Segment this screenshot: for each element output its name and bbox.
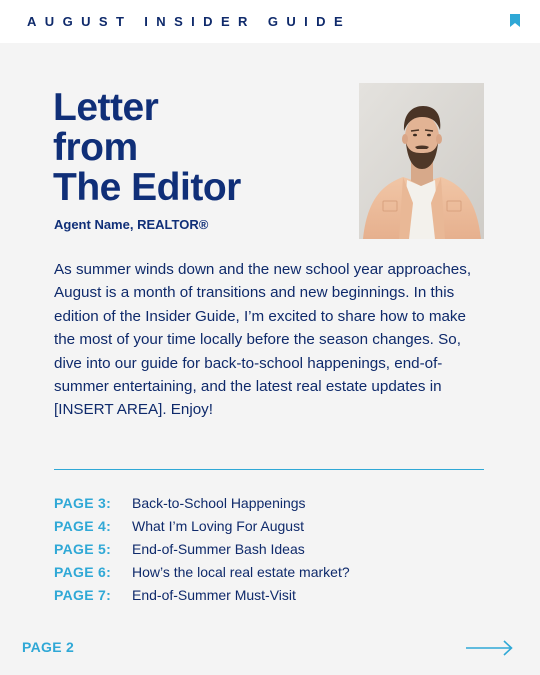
top-bar	[0, 0, 540, 43]
table-of-contents	[54, 491, 484, 606]
title-line-2: from	[53, 126, 138, 169]
toc-title: How’s the local real estate market?	[132, 563, 350, 580]
toc-title: What I’m Loving For August	[132, 517, 304, 534]
arrow-right-icon[interactable]	[464, 638, 514, 658]
toc-item[interactable]	[54, 583, 484, 606]
toc-page-number: PAGE 6:	[54, 563, 112, 580]
page-number: PAGE 2	[22, 639, 75, 655]
toc-page-number: PAGE 7:	[54, 586, 112, 603]
editor-photo	[359, 83, 484, 239]
guide-title: AUGUST INSIDER GUIDE	[27, 14, 352, 29]
toc-item[interactable]	[54, 491, 484, 514]
toc-title: End-of-Summer Bash Ideas	[132, 540, 305, 557]
page-title	[53, 88, 343, 208]
toc-item[interactable]	[54, 514, 484, 537]
toc-title: Back-to-School Happenings	[132, 494, 306, 511]
agent-name: Agent Name, REALTOR®	[54, 217, 209, 232]
divider	[54, 469, 484, 470]
bookmark-icon[interactable]	[510, 14, 520, 27]
toc-page-number: PAGE 5:	[54, 540, 112, 557]
toc-item[interactable]	[54, 537, 484, 560]
toc-title: End-of-Summer Must-Visit	[132, 586, 296, 603]
title-line-3: The Editor	[53, 166, 241, 209]
toc-item[interactable]	[54, 560, 484, 583]
editor-letter: As summer winds down and the new school year approaches, August is a month of transitions and new beginnings. In this edition of the Insider Guide, I’m excited to share how to make the most of your time locally before the season changes. So, dive into our guide for back-to-school happenings, end-of-summer entertaining, and the latest real estate updates in [INSERT AREA]. Enjoy!	[54, 261, 472, 419]
toc-page-number: PAGE 3:	[54, 494, 112, 511]
toc-page-number: PAGE 4:	[54, 517, 112, 534]
title-line-1: Letter	[53, 86, 159, 129]
